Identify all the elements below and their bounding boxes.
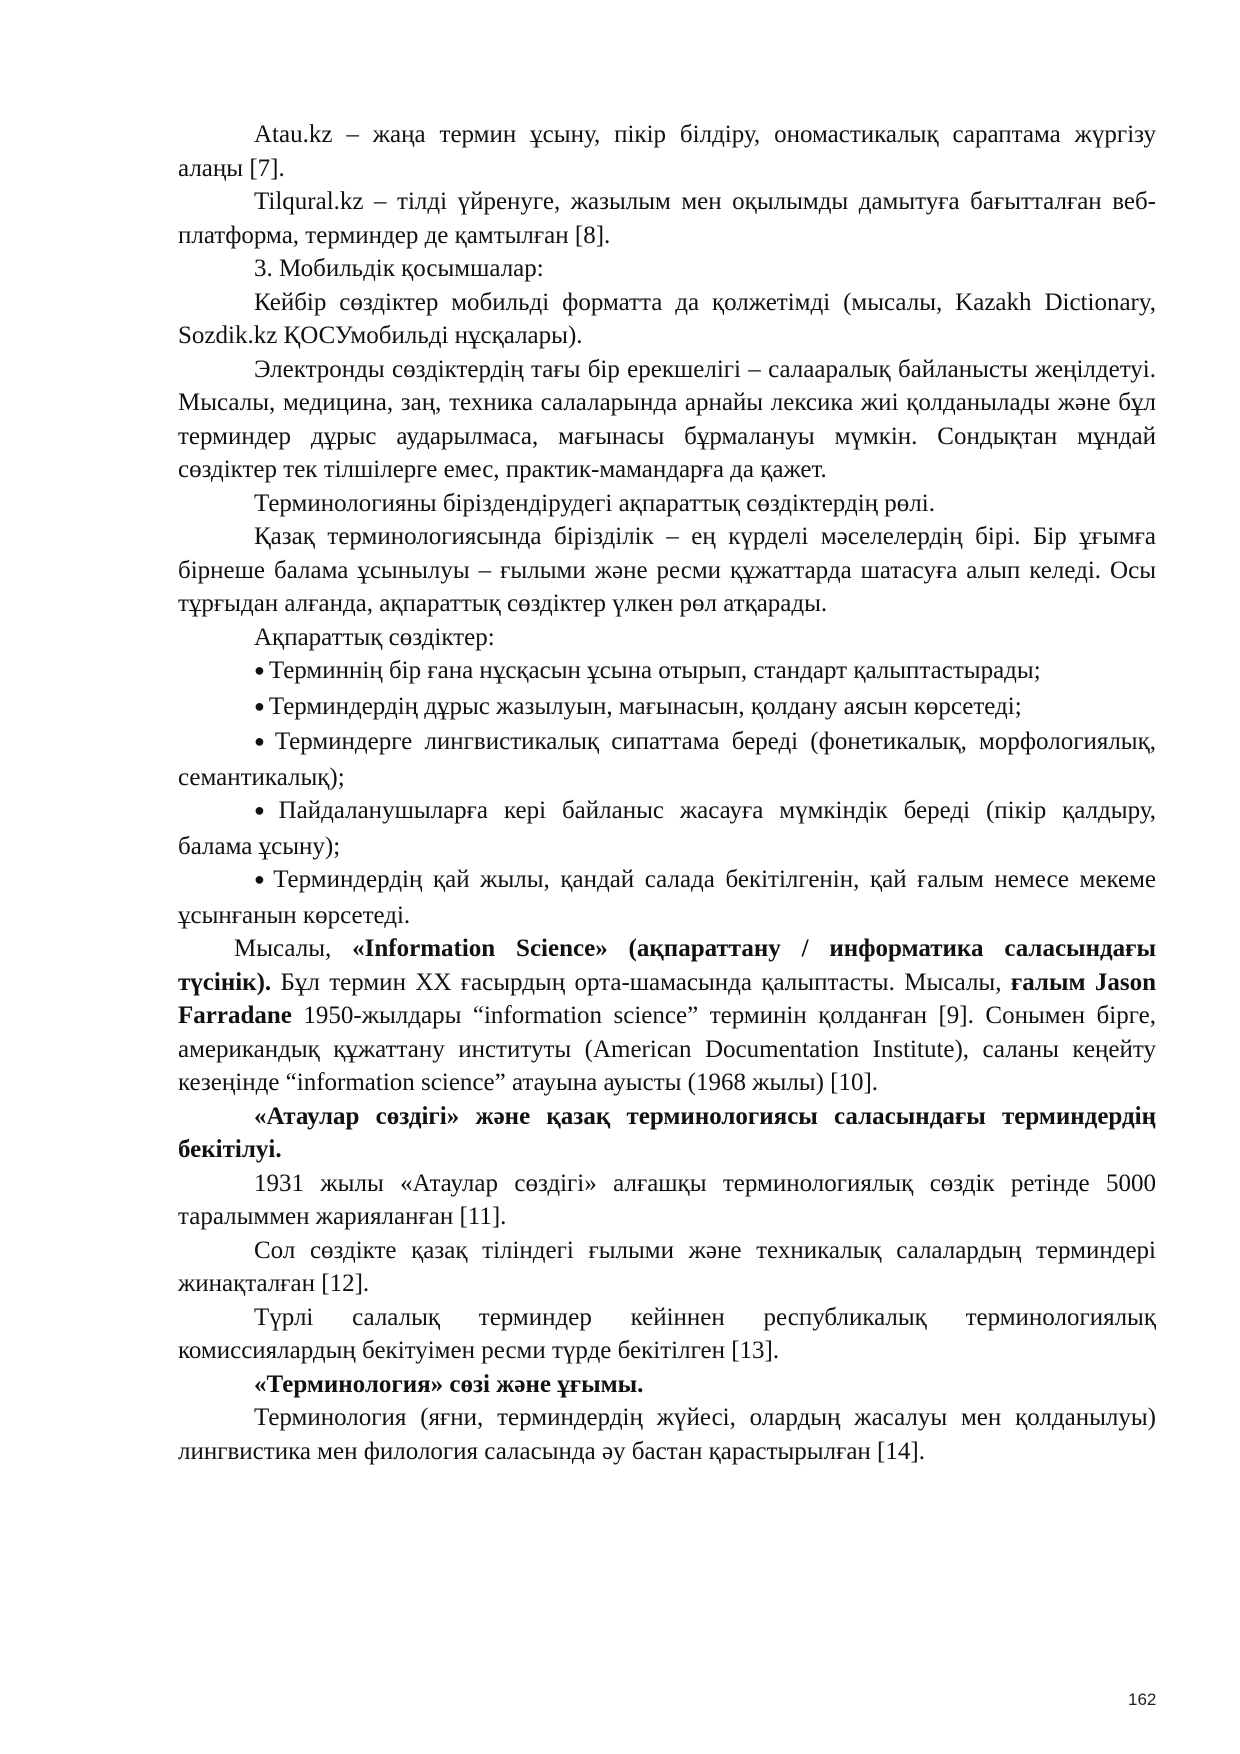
section-heading-terminology: «Терминология» сөзі және ұғымы. [254,1370,644,1398]
paragraph-commissions: Түрлі салалық терминдер кейіннен республикалық терминологиялық комиссиялардың бекітуімен ресми түрде бекітілген [13]. [178,1303,1156,1364]
paragraph-text: – жаңа термин ұсыну, пікір білдіру, ономастикалық сараптама жүргізу алаңы [7]. [178,121,1156,182]
page-number: 162 [1128,1690,1157,1709]
bullet-icon: ● [254,731,271,751]
paragraph-text: Мысалы, [234,935,353,962]
bullet-item [178,863,1156,932]
paragraph-mobile-text: Кейбір сөздіктер мобильді форматта да қолжетімді (мысалы, Kazakh Dictionary, Sozdik.kz ҚОСУмобильді нұсқалары). [178,288,1156,349]
bullet-icon: ● [254,695,265,716]
bullet-item [178,794,1156,863]
bullet-text: Терминдердің дұрыс жазылуын, мағынасын, қолдану аясын көрсетеді; [268,692,1022,720]
paragraph-1931: 1931 жылы «Атаулар сөздігі» алғашқы терминологиялық сөздік ретінде 5000 таралыммен жарияланған [11]. [178,1169,1156,1230]
paragraph-unity: Қазақ терминологиясында бірізділік – ең күрделі мәселелердің бірі. Бір ұғымға бірнеше балама ұсынылуы – ғылыми және ресми құжаттарда шатасуға алып келеді. Осы тұрғыдан алғанда, ақпараттық сөздіктер үлкен рөл атқарады. [178,523,1156,617]
paragraph-dictionaries-intro: Ақпараттық сөздіктер: [254,623,495,651]
bullet-item [178,690,1156,726]
bullet-icon: ● [254,800,275,820]
paragraph-text: Бұл термин XX ғасырдың орта-шамасында қалыптасты. Мысалы, [271,968,1011,996]
paragraph-collected-terms: Сол сөздікте қазақ тіліндегі ғылыми және техникалық салалардың терминдері жинақталған [12]. [178,1236,1156,1297]
bullet-item [178,654,1156,690]
bullet-text: Пайдаланушыларға кері байланыс жасауға мүмкіндік береді (пікір қалдыру, балама ұсыну); [178,797,1156,860]
bullet-text: Терминдерге лингвистикалық сипаттама береді (фонетикалық, морфологиялық, семантикалық); [178,728,1157,791]
term-tilqural: Tilqural.kz [254,188,364,215]
paragraph-information-science [178,932,1156,1100]
bullet-item [178,725,1156,794]
paragraph-tilqural [178,185,1156,252]
bullet-icon: ● [254,660,265,680]
paragraph-mobile-heading: 3. Мобильдік қосымшалар: [254,255,544,282]
document-page [178,118,1156,1468]
paragraph-terminology-definition: Терминология (яғни, терминдердің жүйесі, олардың жасалуы мен қолданылуы) лингвистика мен филология саласында әу бастан қарастырылған [14]. [178,1404,1156,1465]
paragraph-role-heading: Терминологияны біріздендірудегі ақпараттық сөздіктердің рөлі. [254,489,935,517]
section-heading-ataular: «Атаулар сөздігі» және қазақ терминологиясы саласындағы терминдердің бекітілуі. [178,1102,1156,1163]
paragraph-text: 1950-жылдары “information science” терминін қолданған [9]. Сонымен бірге, американдық құжаттану институты (American Documentation Institute), саланы кеңейту кезеңінде “information science” атауына ауысты (1968 жылы) [10]. [178,1002,1156,1096]
paragraph-text: – тілді үйренуге, жазылым мен оқылымды дамытуға бағытталған веб-платформа, терминдер де қамтылған [8]. [178,188,1156,249]
bold-term-farradane: ғалым Jason Farradane [178,968,1157,1029]
paragraph-electronic: Электронды сөздіктердің тағы бір ерекшелігі – салааралық байланысты жеңілдетуі. Мысалы, медицина, заң, техника салаларында арнайы лексика жиі қолданылады және бұл терминдер дұрыс аударылмаса, мағынасы бұрмалануы мүмкін. Сондықтан мұндай сөздіктер тек тілшілерге емес, практик-мамандарға да қажет. [178,355,1156,483]
paragraph-atau [178,118,1156,185]
bullet-text: Терминнің бір ғана нұсқасын ұсына отырып, стандарт қалыптастырады; [268,657,1041,684]
bullet-icon: ● [254,869,270,889]
term-atau: Atau.kz [254,121,333,148]
bullet-text: Терминдердің қай жылы, қандай салада бекітілгенін, қай ғалым немесе мекеме ұсынғанын көрсетеді. [178,866,1156,929]
bold-term-information-science: «Information Science» (ақпараттану / информатика саласындағы түсінік). [178,935,1156,996]
